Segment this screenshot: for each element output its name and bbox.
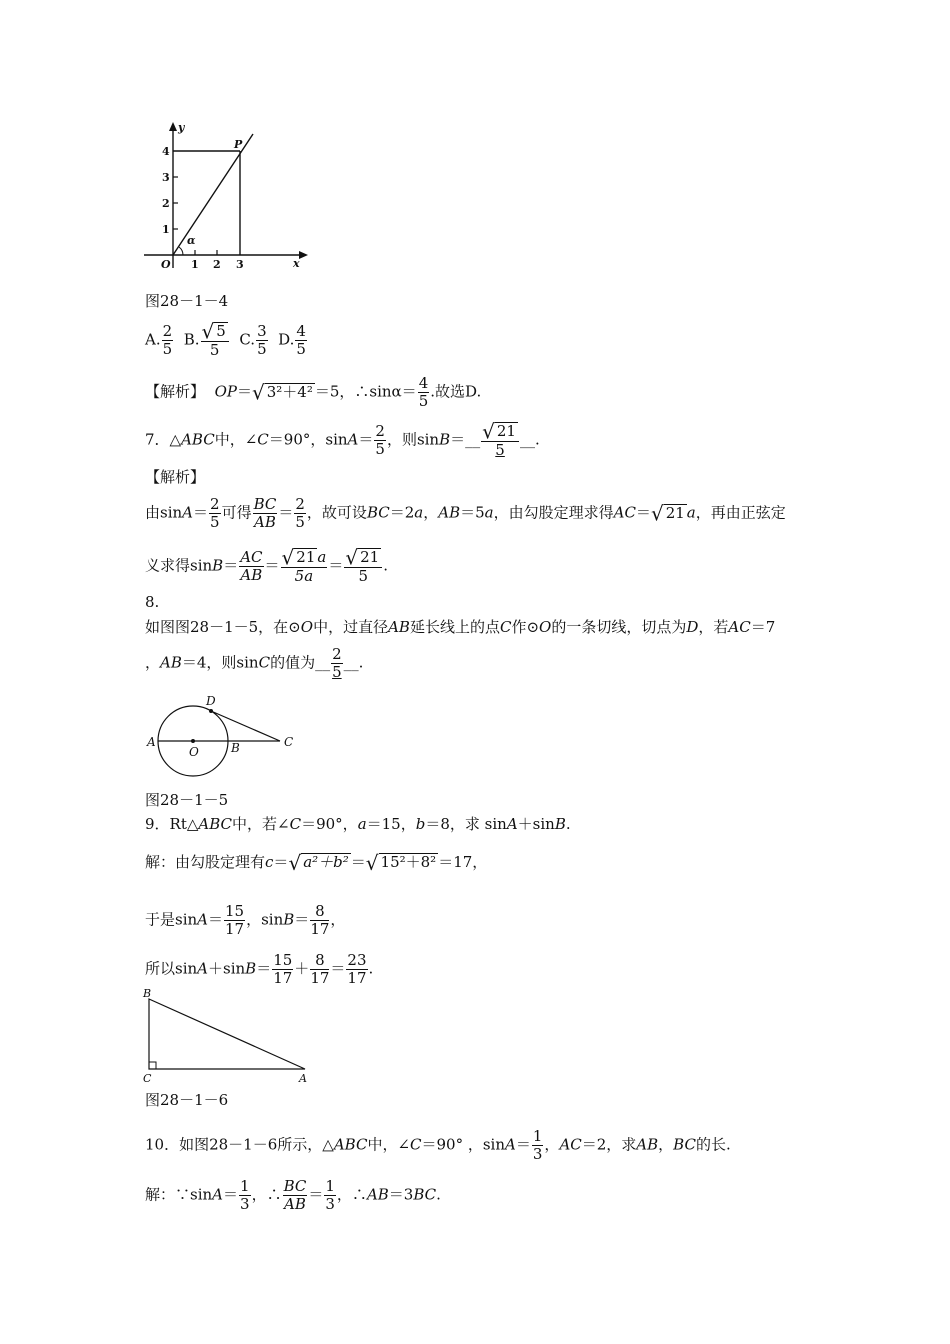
q7-answer: $\frac{√ 21}{5}$ [481, 422, 519, 459]
q7-analysis-line-1: 由sinA＝ $\frac{2}{5}$ 可得 $\frac{BC}{AB}$ ＝ $\frac{2}{5}$ ，故可设BC＝2a，AB＝5a，由勾股定理求得AC＝√ 21 a，再由正弦定 [145, 495, 786, 531]
label-a: A [299, 1072, 307, 1085]
label-b: B [143, 987, 152, 1000]
label-d: D [206, 694, 216, 708]
alpha-label: α [187, 234, 196, 247]
point-p-label: P [234, 138, 243, 151]
q8-number: 8. [145, 593, 160, 611]
label-a: A [147, 735, 156, 749]
choice-b-fraction: $\frac{√ 5}{5}$ [201, 322, 229, 359]
x-arrow [299, 251, 308, 259]
figure-caption-28-1-6: 图28－1－6 [145, 1091, 229, 1109]
choice-c-fraction: $\frac{3}{5}$ [257, 321, 267, 358]
figure-caption-28-1-4: 图28－1－4 [145, 292, 229, 310]
tangent-point-dot [209, 709, 213, 713]
y-tick-4: 4 [162, 145, 170, 158]
q6-analysis: 【解析】 OP＝√ 3²＋4² ＝5，∴sinα＝ $\frac{4}{5}$ .故选D. [145, 374, 482, 410]
figure-28-1-5 [140, 690, 310, 780]
q10-solution: 解：∵sinA＝ $\frac{1}{3}$ ，∴ $\frac{BC}{AB}$ ＝ $\frac{1}{3}$ ，∴AB＝3BC. [145, 1177, 441, 1213]
right-angle-mark [149, 1062, 156, 1069]
x-tick-3: 3 [236, 258, 244, 271]
q10-stem: 10．如图28－1－6所示，△ABC中，∠C＝90° ，sinA＝ $\frac{1}{3}$ ，AC＝2，求AB，BC的长. [145, 1127, 731, 1163]
q9-solution-line-2: 于是sinA＝ $\frac{15}{17}$ ，sinB＝ $\frac{8}{17}$ ， [145, 902, 346, 938]
op-radicand: 3²＋4² [266, 382, 313, 401]
center-dot [191, 739, 195, 743]
q6-choices [145, 319, 308, 359]
label-c: C [143, 1072, 152, 1085]
q7-stem: 7．△ABC中，∠C＝90°，sinA＝ $\frac{2}{5}$ ，则sinB＝__ $\frac{√ 21}{5}$ __. [145, 419, 540, 459]
q9-solution-line-3: 所以sinA＋sinB＝ $\frac{15}{17}$ ＋ $\frac{8}{17}$ ＝ $\frac{23}{17}$ . [145, 951, 374, 987]
figure-28-1-4 [140, 118, 320, 273]
sin-alpha-fraction: $\frac{4}{5}$ [418, 374, 429, 410]
x-axis-label: x [293, 257, 300, 270]
label-b: B [231, 741, 240, 755]
choice-a-fraction: $\frac{2}{5}$ [162, 321, 173, 358]
q9-stem: 9．Rt△ABC中，若∠C＝90°，a＝15，b＝8，求 sinA＋sinB. [145, 815, 571, 833]
label-o: O [189, 745, 199, 759]
origin-label: O [161, 258, 171, 271]
y-tick-3: 3 [162, 171, 170, 184]
q7-analysis-label: 【解析】 [145, 468, 206, 486]
x-tick-2: 2 [213, 258, 221, 271]
analysis-label: 【解析】 [145, 382, 206, 401]
q7-analysis-line-2: 义求得sinB＝ $\frac{AC}{AB}$ ＝ $\frac{√ 21 a}{5a}$ ＝ $\frac{√ 21}{5}$ . [145, 545, 388, 585]
triangle-abc [149, 999, 305, 1069]
choice-d-label: D. [278, 330, 295, 349]
q8-stem-line-2: ，AB＝4，则sinC的值为__ $\frac{2}{5}$ __. [145, 645, 364, 681]
figure-caption-28-1-5: 图28－1－5 [145, 791, 229, 809]
figure-28-1-6 [140, 985, 315, 1085]
label-c: C [284, 735, 294, 749]
y-axis-label: y [178, 121, 185, 134]
q9-solution-line-1: 解：由勾股定理有c＝√ a²＋b² ＝√ 15²＋8² ＝17， [145, 851, 488, 875]
choice-a-label: A. [145, 330, 161, 349]
q8-answer: $\frac{2}{5}$ [332, 645, 342, 681]
choice-d-fraction: $\frac{4}{5}$ [296, 321, 306, 358]
y-arrow [169, 122, 177, 131]
y-tick-1: 1 [162, 223, 170, 236]
angle-arc [179, 247, 183, 255]
choice-b-label: B. [183, 330, 200, 349]
line-op [173, 134, 253, 255]
tangent-dc [211, 711, 280, 741]
x-tick-1: 1 [191, 258, 199, 271]
y-tick-2: 2 [162, 197, 170, 210]
q8-stem-line-1: 如图图28－1－5，在⊙O中，过直径AB延长线上的点C作⊙O的一条切线，切点为D，若AC＝7 [145, 618, 776, 636]
choice-c-label: C. [239, 330, 256, 349]
